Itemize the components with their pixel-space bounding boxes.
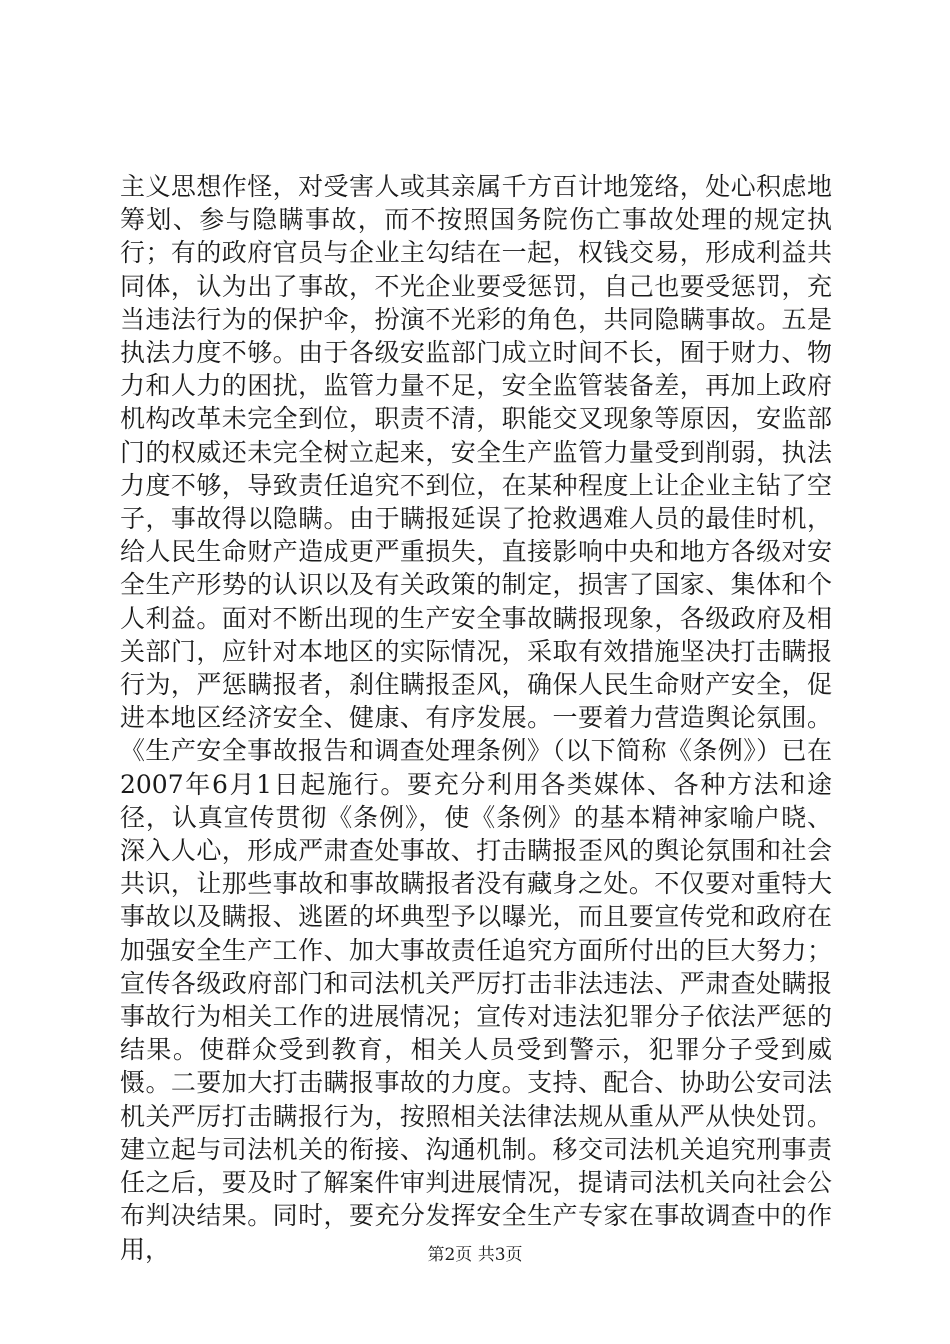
page-footer: 第2页 共3页 (427, 1245, 523, 1265)
body-paragraph: 主义思想作怪，对受害人或其亲属千方百计地笼络，处心积虑地筹划、参与隐瞒事故，而不按照国务院伤亡事故处理的规定执行；有的政府官员与企业主勾结在一起，权钱交易，形成利益共同体，认为出了事故，不光企业要受惩罚，自己也要受惩罚，充当违法行为的保护伞，扮演不光彩的角色，共同隐瞒事故。五是执法力度不够。由于各级安监部门成立时间不长，囿于财力、物力和人力的困扰，监管力量不足，安全监管装备差，再加上政府机构改革未完全到位，职责不清，职能交叉现象等原因，安监部门的权威还未完全树立起来，安全生产监管力量受到削弱，执法力度不够，导致责任追究不到位，在某种程度上让企业主钻了空子，事故得以隐瞒。由于瞒报延误了抢救遇难人员的最佳时机，给人民生命财产造成更严重损失，直接影响中央和地方各级对安全生产形势的认识以及有关政策的制定，损害了国家、集体和个人利益。面对不断出现的生产安全事故瞒报现象，各级政府及相关部门，应针对本地区的实际情况，采取有效措施坚决打击瞒报行为，严惩瞒报者，刹住瞒报歪风，确保人民生命财产安全，促进本地区经济安全、健康、有序发展。一要着力营造舆论氛围。《生产安全事故报告和调查处理条例》（以下简称《条例》）已在2007年6月1日起施行。要充分利用各类媒体、各种方法和途径，认真宣传贯彻《条例》，使《条例》的基本精神家喻户晓、深入人心，形成严肃查处事故、打击瞒报歪风的舆论氛围和社会共识，让那些事故和事故瞒报者没有藏身之处。不仅要对重特大事故以及瞒报、逃匿的坏典型予以曝光，而且要宣传党和政府在加强安全生产工作、加大事故责任追究方面所付出的巨大努力；宣传各级政府部门和司法机关严厉打击非法违法、严肃查处瞒报事故行为相关工作的进展情况；宣传对违法犯罪分子依法严惩的结果。使群众受到教育，相关人员受到警示，犯罪分子受到威慑。二要加大打击瞒报事故的力度。支持、配合、协助公安司法机关严厉打击瞒报行为，按照相关法律法规从重从严从快处罚。建立起与司法机关的衔接、沟通机制。移交司法机关追究刑事责任之后，要及时了解案件审判进展情况，提请司法机关向社会公布判决结果。同时，要充分发挥安全生产专家在事故调查中的作用， (120, 172, 832, 1264)
